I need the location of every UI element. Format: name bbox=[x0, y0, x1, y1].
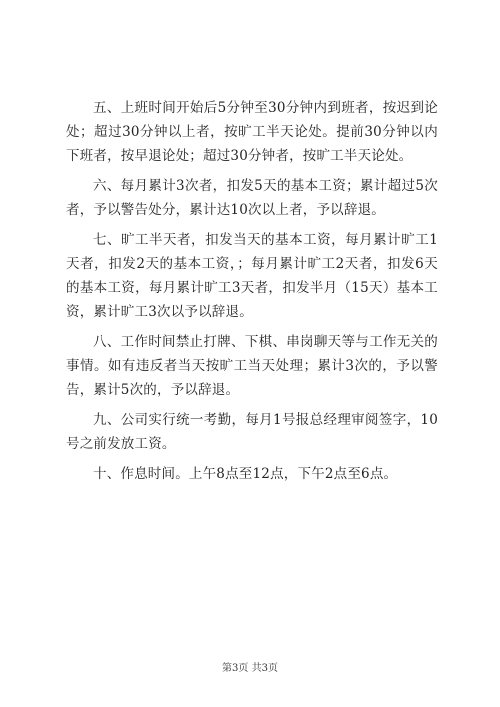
paragraph-10: 十、作息时间。上午8点至12点，下午2点至6点。 bbox=[93, 466, 398, 482]
document-body bbox=[66, 96, 438, 492]
paragraph-8: 八、工作时间禁止打牌、下棋、串岗聊天等与工作无关的事情。如有违反者当天按旷工当天处理；累计3次的，予以警告，累计5次的，予以辞退。 bbox=[66, 334, 438, 398]
page-number-label: 第3页 共3页 bbox=[222, 663, 278, 674]
paragraph-7: 七、旷工半天者，扣发当天的基本工资，每月累计旷工1天者，扣发2天的基本工资，；每月累计旷工2天者，扣发6天的基本工资，每月累计旷工3天者，扣发半月（15天）基本工资，累计旷工3次以予以辞退。 bbox=[66, 232, 438, 320]
paragraph-5: 五、上班时间开始后5分钟至30分钟内到班者，按迟到论处；超过30分钟以上者，按旷工半天论处。提前30分钟以内下班者，按早退论处；超过30分钟者，按旷工半天论处。 bbox=[66, 100, 438, 164]
paragraph-9: 九、公司实行统一考勤，每月1号报总经理审阅签字，10号之前发放工资。 bbox=[66, 412, 438, 452]
paragraph-6: 六、每月累计3次者，扣发5天的基本工资；累计超过5次者，予以警告处分，累计达10次以上者，予以辞退。 bbox=[66, 178, 438, 218]
page-footer bbox=[0, 659, 500, 674]
